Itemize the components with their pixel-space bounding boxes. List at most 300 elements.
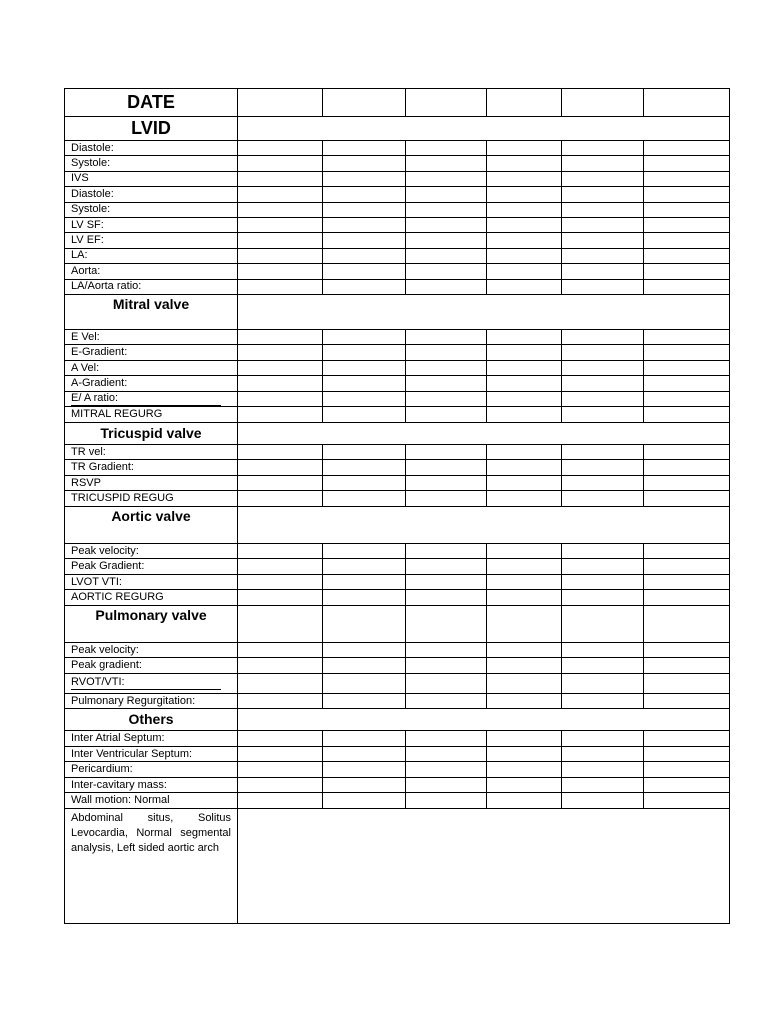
- table-row: [65, 264, 730, 279]
- value-cell[interactable]: [644, 264, 730, 279]
- value-cell[interactable]: [562, 605, 644, 642]
- section-blank-cell[interactable]: [238, 709, 730, 731]
- value-cell[interactable]: [562, 793, 644, 809]
- value-cell[interactable]: [644, 89, 730, 117]
- value-cell[interactable]: [323, 156, 406, 171]
- section-title-aortic: Aortic valve: [65, 506, 238, 543]
- value-cell[interactable]: [562, 693, 644, 709]
- echo-report-table: [64, 88, 730, 924]
- table-row: [65, 590, 730, 606]
- row-label: Peak gradient:: [65, 658, 238, 674]
- value-cell[interactable]: [644, 762, 730, 778]
- value-cell[interactable]: [238, 460, 323, 476]
- value-cell[interactable]: [644, 329, 730, 345]
- value-cell[interactable]: [562, 89, 644, 117]
- value-cell[interactable]: [238, 360, 323, 376]
- table-row: [65, 731, 730, 747]
- value-cell[interactable]: [238, 559, 323, 575]
- value-cell[interactable]: [406, 642, 487, 658]
- row-label: Diastole:: [65, 187, 238, 202]
- table-row: [65, 746, 730, 762]
- row-label: Inter Atrial Septum:: [65, 731, 238, 747]
- table-row: [65, 793, 730, 809]
- table-row: [65, 605, 730, 642]
- table-row: [65, 506, 730, 543]
- row-label: Inter Ventricular Septum:: [65, 746, 238, 762]
- table-row: [65, 217, 730, 232]
- value-cell[interactable]: [406, 217, 487, 232]
- row-label: Diastole:: [65, 141, 238, 156]
- value-cell[interactable]: [644, 233, 730, 248]
- row-label: AORTIC REGURG: [65, 590, 238, 606]
- table-row: [65, 693, 730, 709]
- value-cell[interactable]: [406, 693, 487, 709]
- value-cell[interactable]: [238, 658, 323, 674]
- table-row: [65, 475, 730, 491]
- table-row: [65, 422, 730, 444]
- row-label: A-Gradient:: [65, 376, 238, 392]
- value-cell[interactable]: [406, 777, 487, 793]
- row-label: LV EF:: [65, 233, 238, 248]
- value-cell[interactable]: [644, 543, 730, 559]
- value-cell[interactable]: [487, 642, 562, 658]
- value-cell[interactable]: [323, 264, 406, 279]
- value-cell[interactable]: [406, 475, 487, 491]
- row-label: LA:: [65, 248, 238, 263]
- value-cell[interactable]: [238, 376, 323, 392]
- value-cell[interactable]: [644, 171, 730, 186]
- section-blank-cell[interactable]: [238, 117, 730, 141]
- section-title-pulmonary: Pulmonary valve: [65, 605, 238, 642]
- value-cell[interactable]: [238, 156, 323, 171]
- value-cell[interactable]: [406, 329, 487, 345]
- row-label: RSVP: [65, 475, 238, 491]
- value-cell[interactable]: [644, 605, 730, 642]
- value-cell[interactable]: [238, 345, 323, 361]
- value-cell[interactable]: [562, 360, 644, 376]
- value-cell[interactable]: [487, 345, 562, 361]
- row-label: Systole:: [65, 202, 238, 217]
- value-cell[interactable]: [562, 658, 644, 674]
- value-cell[interactable]: [406, 731, 487, 747]
- value-cell[interactable]: [323, 141, 406, 156]
- value-cell[interactable]: [323, 233, 406, 248]
- table-row: [65, 294, 730, 329]
- value-cell[interactable]: [644, 746, 730, 762]
- value-cell[interactable]: [238, 762, 323, 778]
- value-cell[interactable]: [323, 248, 406, 263]
- table-row: [65, 345, 730, 361]
- value-cell[interactable]: [406, 345, 487, 361]
- value-cell[interactable]: [487, 217, 562, 232]
- value-cell[interactable]: [562, 642, 644, 658]
- row-label: [65, 673, 238, 693]
- value-cell[interactable]: [562, 141, 644, 156]
- value-cell[interactable]: [406, 605, 487, 642]
- value-cell[interactable]: [238, 248, 323, 263]
- table-row: [65, 279, 730, 294]
- value-cell[interactable]: [406, 391, 487, 407]
- value-cell[interactable]: [644, 217, 730, 232]
- value-cell[interactable]: [562, 329, 644, 345]
- row-label: A Vel:: [65, 360, 238, 376]
- value-cell[interactable]: [406, 376, 487, 392]
- value-cell[interactable]: [487, 793, 562, 809]
- row-label-text: E/ A ratio:: [71, 393, 221, 406]
- value-cell[interactable]: [406, 491, 487, 507]
- value-cell[interactable]: [238, 264, 323, 279]
- value-cell[interactable]: [238, 491, 323, 507]
- value-cell[interactable]: [323, 329, 406, 345]
- table-row: [65, 141, 730, 156]
- table-row: [65, 444, 730, 460]
- section-blank-cell[interactable]: [238, 294, 730, 329]
- value-cell[interactable]: [562, 345, 644, 361]
- value-cell[interactable]: [644, 345, 730, 361]
- row-label: LV SF:: [65, 217, 238, 232]
- value-cell[interactable]: [487, 777, 562, 793]
- value-cell[interactable]: [644, 574, 730, 590]
- value-cell[interactable]: [562, 731, 644, 747]
- value-cell[interactable]: [406, 141, 487, 156]
- value-cell[interactable]: [238, 171, 323, 186]
- row-label: Inter-cavitary mass:: [65, 777, 238, 793]
- value-cell[interactable]: [406, 559, 487, 575]
- value-cell[interactable]: [487, 156, 562, 171]
- notes-cell: Abdominal situs, Solitus Levocardia, Normal segmental analysis, Left sided aortic arch: [65, 808, 238, 923]
- value-cell[interactable]: [323, 605, 406, 642]
- value-cell[interactable]: [487, 391, 562, 407]
- table-row: [65, 777, 730, 793]
- value-cell[interactable]: [323, 543, 406, 559]
- value-cell[interactable]: [644, 460, 730, 476]
- value-cell[interactable]: [644, 141, 730, 156]
- value-cell[interactable]: [562, 407, 644, 423]
- table-row: [65, 117, 730, 141]
- row-label: LVOT VTI:: [65, 574, 238, 590]
- value-cell[interactable]: [238, 391, 323, 407]
- value-cell[interactable]: [323, 279, 406, 294]
- row-label: Wall motion: Normal: [65, 793, 238, 809]
- value-cell[interactable]: [238, 202, 323, 217]
- value-cell[interactable]: [323, 376, 406, 392]
- value-cell[interactable]: [562, 391, 644, 407]
- value-cell[interactable]: [238, 642, 323, 658]
- table-row: [65, 808, 730, 923]
- value-cell[interactable]: [487, 658, 562, 674]
- section-title-mitral: Mitral valve: [65, 294, 238, 329]
- value-cell[interactable]: [406, 793, 487, 809]
- value-cell[interactable]: [487, 605, 562, 642]
- row-label: TR vel:: [65, 444, 238, 460]
- section-blank-cell[interactable]: [238, 506, 730, 543]
- value-cell[interactable]: [487, 141, 562, 156]
- value-cell[interactable]: [323, 444, 406, 460]
- value-cell[interactable]: [406, 543, 487, 559]
- value-cell[interactable]: [323, 793, 406, 809]
- table-row: [65, 491, 730, 507]
- value-cell[interactable]: [644, 731, 730, 747]
- section-title-tricuspid: Tricuspid valve: [65, 422, 238, 444]
- value-cell[interactable]: [562, 171, 644, 186]
- table-row: [65, 658, 730, 674]
- value-cell[interactable]: [406, 202, 487, 217]
- value-cell[interactable]: [487, 762, 562, 778]
- value-cell[interactable]: [238, 279, 323, 294]
- value-cell[interactable]: [644, 156, 730, 171]
- value-cell[interactable]: [644, 202, 730, 217]
- value-cell[interactable]: [323, 202, 406, 217]
- table-row: [65, 673, 730, 693]
- value-cell[interactable]: [487, 360, 562, 376]
- table-row: [65, 233, 730, 248]
- value-cell[interactable]: [487, 574, 562, 590]
- value-cell[interactable]: [323, 460, 406, 476]
- value-cell[interactable]: [644, 444, 730, 460]
- value-cell[interactable]: [323, 762, 406, 778]
- value-cell[interactable]: [323, 693, 406, 709]
- value-cell[interactable]: [406, 264, 487, 279]
- value-cell[interactable]: [487, 89, 562, 117]
- value-cell[interactable]: [406, 746, 487, 762]
- value-cell[interactable]: [406, 460, 487, 476]
- row-label: Aorta:: [65, 264, 238, 279]
- value-cell[interactable]: [487, 673, 562, 693]
- value-cell[interactable]: [487, 460, 562, 476]
- value-cell[interactable]: [238, 217, 323, 232]
- value-cell[interactable]: [323, 590, 406, 606]
- row-label: E Vel:: [65, 329, 238, 345]
- value-cell[interactable]: [238, 475, 323, 491]
- table-row: [65, 642, 730, 658]
- value-cell[interactable]: [323, 491, 406, 507]
- value-cell[interactable]: [644, 793, 730, 809]
- value-cell[interactable]: [406, 187, 487, 202]
- value-cell[interactable]: [238, 673, 323, 693]
- value-cell[interactable]: [406, 673, 487, 693]
- value-cell[interactable]: [487, 543, 562, 559]
- table-row: [65, 543, 730, 559]
- table-row: [65, 329, 730, 345]
- value-cell[interactable]: [562, 248, 644, 263]
- value-cell[interactable]: [487, 491, 562, 507]
- value-cell[interactable]: [487, 264, 562, 279]
- row-label: MITRAL REGURG: [65, 407, 238, 423]
- value-cell[interactable]: [562, 574, 644, 590]
- value-cell[interactable]: [238, 731, 323, 747]
- table-row: [65, 187, 730, 202]
- value-cell[interactable]: [323, 731, 406, 747]
- value-cell[interactable]: [487, 171, 562, 186]
- value-cell[interactable]: [562, 460, 644, 476]
- value-cell[interactable]: [238, 693, 323, 709]
- row-label: E-Gradient:: [65, 345, 238, 361]
- table-row: [65, 89, 730, 117]
- value-cell[interactable]: [562, 543, 644, 559]
- row-label-text: RVOT/VTI:: [71, 677, 221, 690]
- date-header: DATE: [65, 89, 238, 117]
- value-cell[interactable]: [323, 673, 406, 693]
- section-blank-cell[interactable]: [238, 808, 730, 923]
- table-row: [65, 709, 730, 731]
- value-cell[interactable]: [644, 693, 730, 709]
- value-cell[interactable]: [487, 407, 562, 423]
- value-cell[interactable]: [238, 590, 323, 606]
- value-cell[interactable]: [644, 391, 730, 407]
- value-cell[interactable]: [644, 559, 730, 575]
- value-cell[interactable]: [644, 658, 730, 674]
- value-cell[interactable]: [238, 407, 323, 423]
- value-cell[interactable]: [562, 475, 644, 491]
- value-cell[interactable]: [487, 187, 562, 202]
- value-cell[interactable]: [238, 141, 323, 156]
- value-cell[interactable]: [238, 746, 323, 762]
- value-cell[interactable]: [487, 590, 562, 606]
- table-row: [65, 171, 730, 186]
- row-label: IVS: [65, 171, 238, 186]
- value-cell[interactable]: [562, 217, 644, 232]
- value-cell[interactable]: [238, 444, 323, 460]
- value-cell[interactable]: [238, 793, 323, 809]
- lvid-header: LVID: [65, 117, 238, 141]
- section-blank-cell[interactable]: [238, 422, 730, 444]
- value-cell[interactable]: [562, 264, 644, 279]
- table-row: [65, 460, 730, 476]
- value-cell[interactable]: [406, 444, 487, 460]
- value-cell[interactable]: [487, 376, 562, 392]
- value-cell[interactable]: [323, 475, 406, 491]
- table-row: [65, 407, 730, 423]
- value-cell[interactable]: [644, 248, 730, 263]
- value-cell[interactable]: [644, 360, 730, 376]
- value-cell[interactable]: [323, 187, 406, 202]
- value-cell[interactable]: [487, 279, 562, 294]
- value-cell[interactable]: [323, 360, 406, 376]
- row-label: [65, 391, 238, 407]
- value-cell[interactable]: [487, 329, 562, 345]
- value-cell[interactable]: [644, 376, 730, 392]
- table-row: [65, 202, 730, 217]
- value-cell[interactable]: [487, 746, 562, 762]
- value-cell[interactable]: [644, 187, 730, 202]
- value-cell[interactable]: [323, 777, 406, 793]
- value-cell[interactable]: [562, 673, 644, 693]
- table-row: [65, 156, 730, 171]
- value-cell[interactable]: [323, 89, 406, 117]
- value-cell[interactable]: [406, 360, 487, 376]
- value-cell[interactable]: [644, 407, 730, 423]
- value-cell[interactable]: [562, 559, 644, 575]
- value-cell[interactable]: [238, 574, 323, 590]
- value-cell[interactable]: [323, 345, 406, 361]
- value-cell[interactable]: [644, 777, 730, 793]
- value-cell[interactable]: [562, 156, 644, 171]
- value-cell[interactable]: [406, 762, 487, 778]
- value-cell[interactable]: [323, 642, 406, 658]
- value-cell[interactable]: [323, 217, 406, 232]
- row-label: Peak velocity:: [65, 543, 238, 559]
- value-cell[interactable]: [562, 233, 644, 248]
- value-cell[interactable]: [323, 574, 406, 590]
- value-cell[interactable]: [323, 391, 406, 407]
- row-label: LA/Aorta ratio:: [65, 279, 238, 294]
- table-row: [65, 559, 730, 575]
- value-cell[interactable]: [487, 248, 562, 263]
- value-cell[interactable]: [238, 329, 323, 345]
- value-cell[interactable]: [323, 171, 406, 186]
- value-cell[interactable]: [238, 777, 323, 793]
- row-label: Peak Gradient:: [65, 559, 238, 575]
- value-cell[interactable]: [406, 574, 487, 590]
- value-cell[interactable]: [323, 407, 406, 423]
- value-cell[interactable]: [562, 746, 644, 762]
- section-title-others: Others: [65, 709, 238, 731]
- row-label: TR Gradient:: [65, 460, 238, 476]
- row-label: Pulmonary Regurgitation:: [65, 693, 238, 709]
- value-cell[interactable]: [487, 731, 562, 747]
- value-cell[interactable]: [406, 171, 487, 186]
- value-cell[interactable]: [323, 559, 406, 575]
- value-cell[interactable]: [562, 187, 644, 202]
- value-cell[interactable]: [406, 407, 487, 423]
- value-cell[interactable]: [562, 279, 644, 294]
- value-cell[interactable]: [323, 746, 406, 762]
- value-cell[interactable]: [562, 590, 644, 606]
- value-cell[interactable]: [644, 642, 730, 658]
- value-cell[interactable]: [406, 658, 487, 674]
- row-label: TRICUSPID REGUG: [65, 491, 238, 507]
- value-cell[interactable]: [487, 233, 562, 248]
- value-cell[interactable]: [238, 187, 323, 202]
- value-cell[interactable]: [644, 475, 730, 491]
- value-cell[interactable]: [644, 590, 730, 606]
- value-cell[interactable]: [238, 605, 323, 642]
- row-label: Peak velocity:: [65, 642, 238, 658]
- value-cell[interactable]: [406, 590, 487, 606]
- value-cell[interactable]: [238, 543, 323, 559]
- value-cell[interactable]: [323, 658, 406, 674]
- value-cell[interactable]: [644, 491, 730, 507]
- table-row: [65, 762, 730, 778]
- value-cell[interactable]: [406, 89, 487, 117]
- value-cell[interactable]: [406, 156, 487, 171]
- value-cell[interactable]: [562, 376, 644, 392]
- value-cell[interactable]: [406, 248, 487, 263]
- value-cell[interactable]: [562, 777, 644, 793]
- table-row: [65, 248, 730, 263]
- value-cell[interactable]: [562, 444, 644, 460]
- value-cell[interactable]: [487, 202, 562, 217]
- value-cell[interactable]: [238, 89, 323, 117]
- value-cell[interactable]: [562, 762, 644, 778]
- value-cell[interactable]: [406, 233, 487, 248]
- value-cell[interactable]: [238, 233, 323, 248]
- value-cell[interactable]: [487, 475, 562, 491]
- table-row: [65, 574, 730, 590]
- value-cell[interactable]: [562, 202, 644, 217]
- row-label: Systole:: [65, 156, 238, 171]
- value-cell[interactable]: [406, 279, 487, 294]
- table-row: [65, 391, 730, 407]
- value-cell[interactable]: [487, 559, 562, 575]
- value-cell[interactable]: [487, 444, 562, 460]
- table-row: [65, 376, 730, 392]
- value-cell[interactable]: [562, 491, 644, 507]
- value-cell[interactable]: [644, 673, 730, 693]
- value-cell[interactable]: [644, 279, 730, 294]
- table-row: [65, 360, 730, 376]
- value-cell[interactable]: [487, 693, 562, 709]
